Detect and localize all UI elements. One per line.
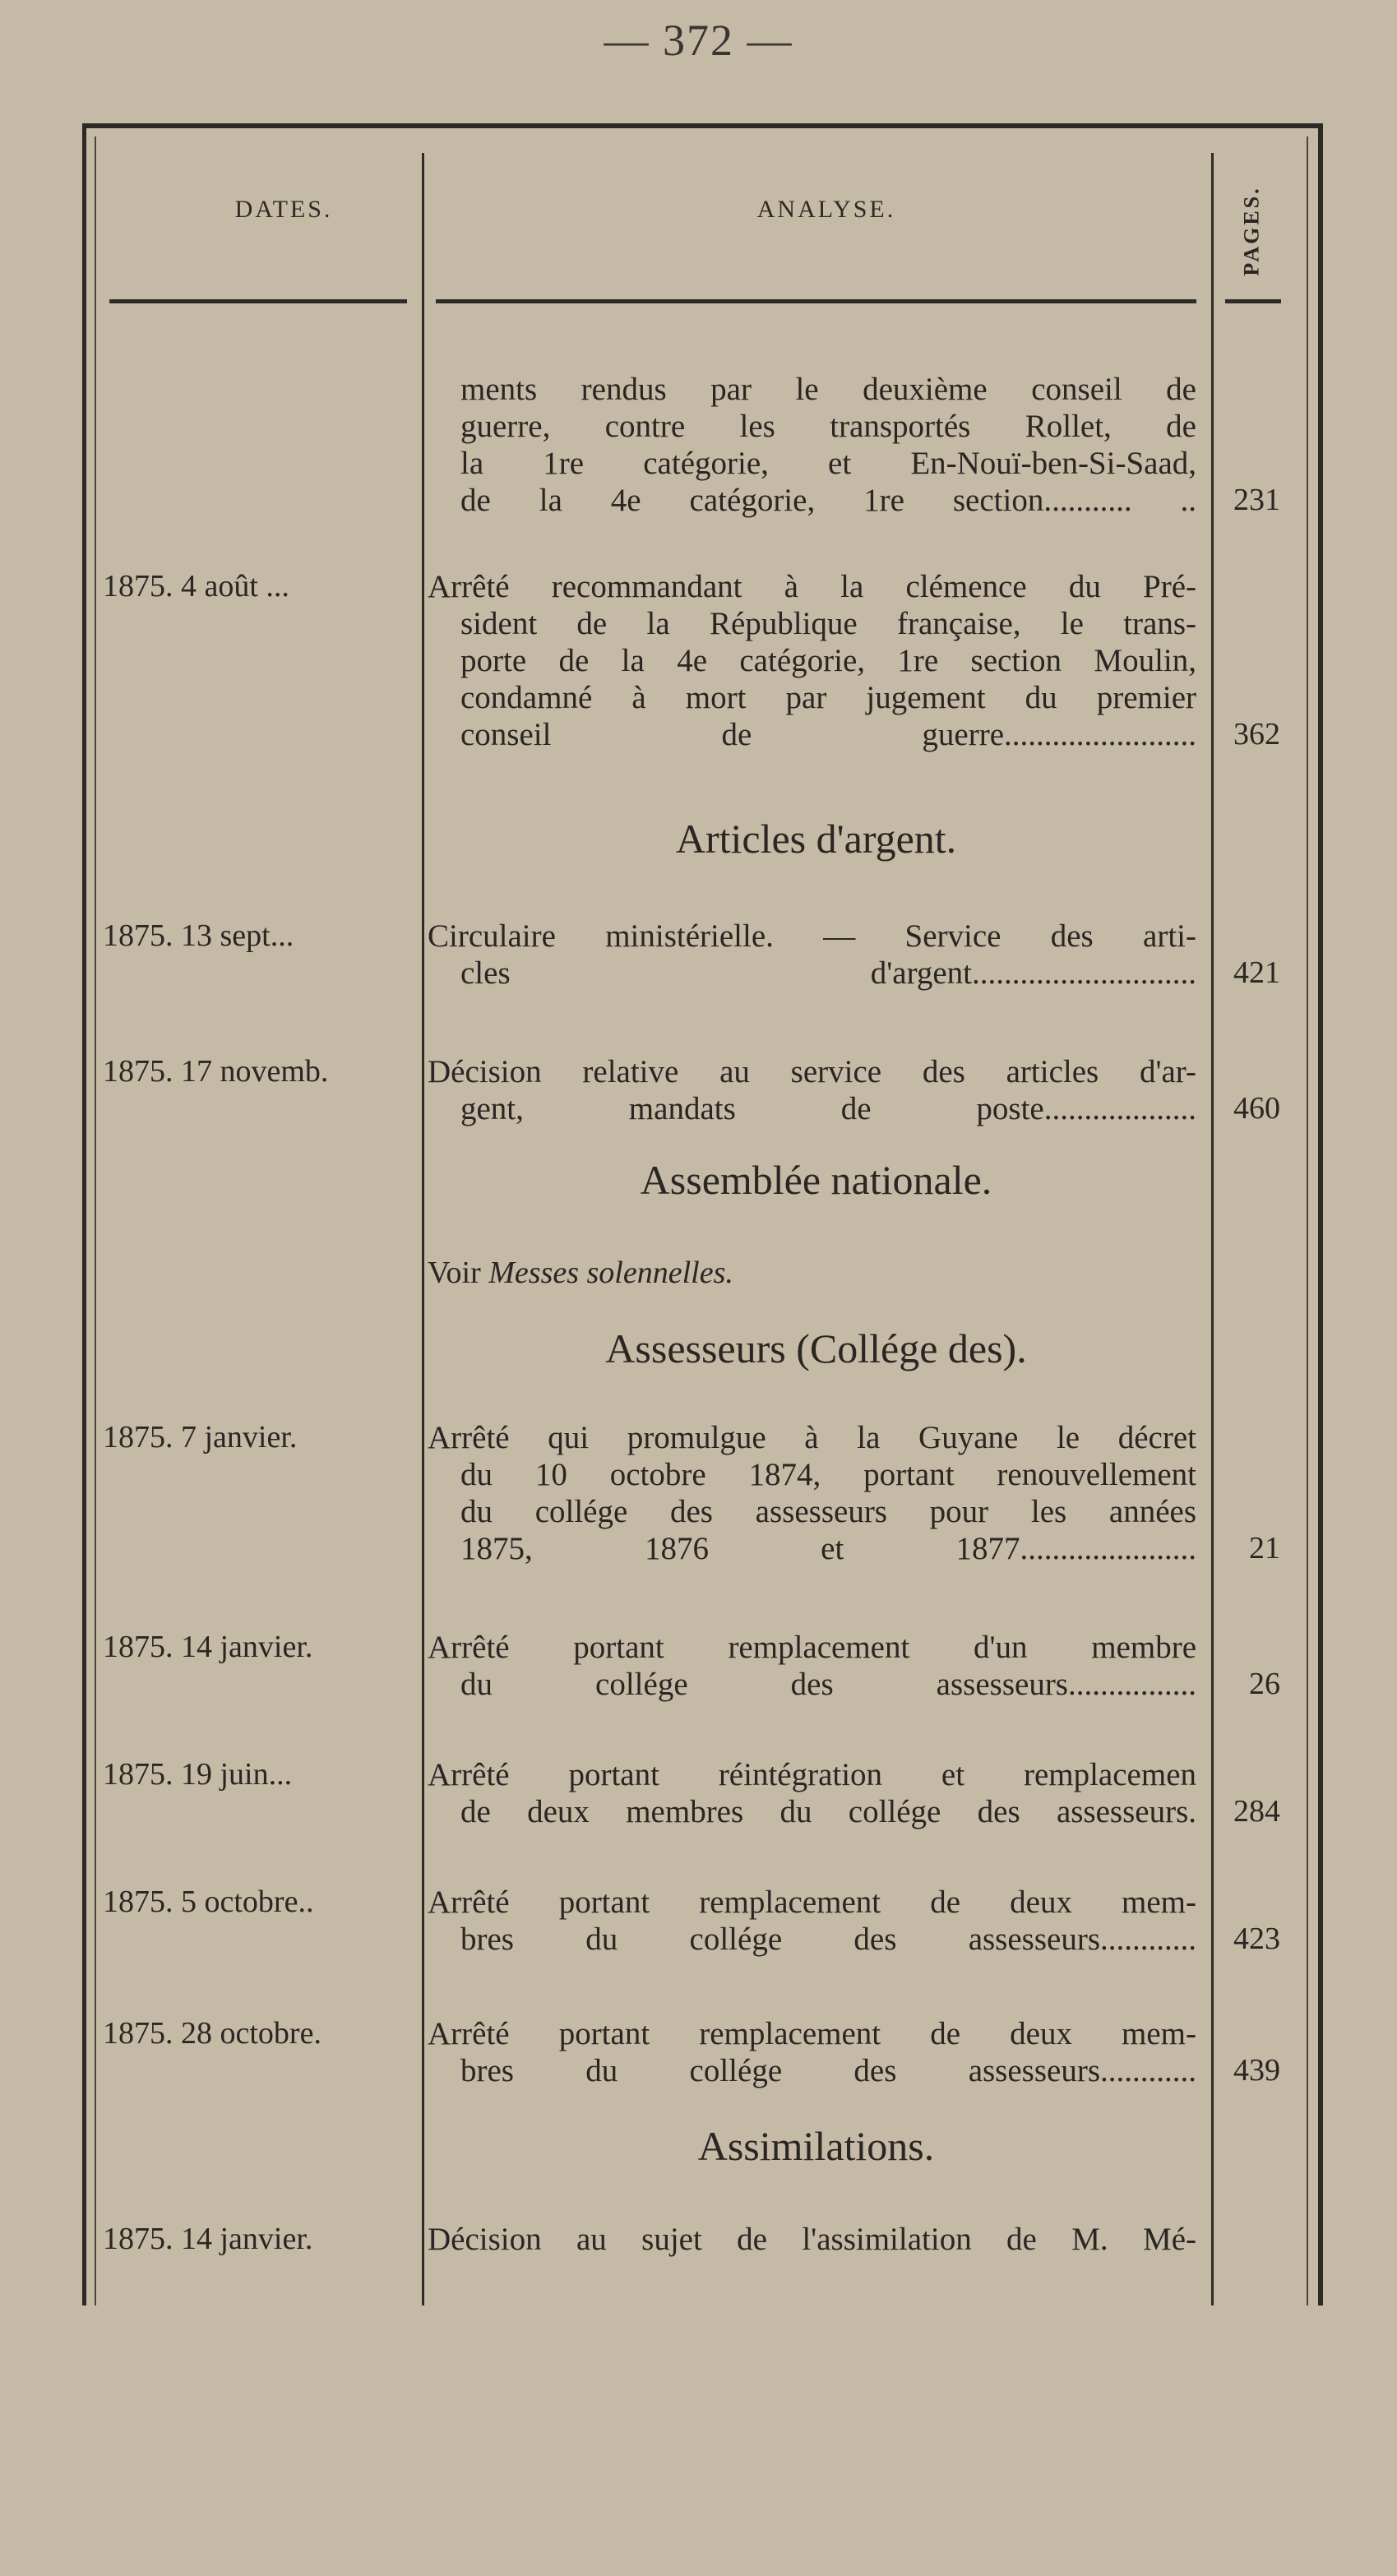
analysis-line: du 10 octobre 1874, portant renouvellement: [460, 1457, 1196, 1492]
analysis-line: Arrêté portant remplacement de deux mem-: [428, 1885, 1196, 1920]
analysis-line: guerre, contre les transportés Rollet, de: [460, 409, 1196, 444]
index-table: [82, 123, 1323, 2305]
analysis-line: 1875, 1876 et 1877......................: [460, 1531, 1196, 1566]
analysis-line: gent, mandats de poste...................: [460, 1091, 1196, 1126]
analysis-line: sident de la République française, le trans-: [460, 606, 1196, 641]
analysis-line: la 1re catégorie, et En-Nouï-ben-Si-Saad,: [460, 446, 1196, 481]
entry-date: 1875. 19 juin...: [103, 1757, 293, 1792]
entry-page: 421: [1233, 955, 1280, 990]
column-divider-dates: [422, 153, 424, 2305]
analysis-line: conseil de guerre........................: [460, 717, 1196, 752]
section-heading-assemblee: Assemblée nationale.: [640, 1157, 992, 1203]
entry-analysis: [428, 2015, 1196, 2089]
entry-date: 1875. 7 janvier.: [103, 1420, 298, 1454]
analysis-line: Arrêté qui promulgue à la Guyane le décret: [428, 1420, 1196, 1455]
analysis-line: ments rendus par le deuxième conseil de: [460, 372, 1196, 407]
entry-date: 1875. 17 novemb.: [103, 1054, 329, 1089]
entry-analysis: [428, 371, 1196, 519]
analysis-line: du collége des assesseurs................: [460, 1667, 1196, 1702]
cross-reference: [428, 1255, 733, 1291]
analysis-line: de deux membres du collége des assesseurs.: [460, 1794, 1196, 1829]
section-heading-assimilations: Assimilations.: [697, 2123, 935, 2169]
analysis-line: bres du collége des assesseurs............: [460, 1922, 1196, 1957]
analysis-line: Circulaire ministérielle. — Service des arti-: [428, 918, 1196, 954]
analysis-line: porte de la 4e catégorie, 1re section Moulin,: [460, 643, 1196, 678]
section-heading-assesseurs: Assesseurs (Collége des).: [605, 1325, 1027, 1371]
analysis-line: Arrêté portant remplacement de deux mem-: [428, 2016, 1196, 2051]
page-number: — 372 —: [604, 16, 793, 65]
analysis-line: Décision relative au service des articles d'ar-: [428, 1054, 1196, 1089]
entry-page: 460: [1233, 1091, 1280, 1126]
entry-date: 1875. 5 octobre..: [103, 1885, 314, 1919]
entry-page: 26: [1249, 1667, 1280, 1701]
analysis-line: condamné à mort par jugement du premier: [460, 680, 1196, 715]
entry-page: 362: [1233, 717, 1280, 752]
voir-reference: Messes solennelles.: [488, 1256, 733, 1290]
entry-date: 1875. 13 sept...: [103, 918, 294, 953]
entry-date: 1875. 14 janvier.: [103, 1630, 313, 1664]
header-rule-analyse: [436, 299, 1196, 303]
entry-page: 231: [1233, 483, 1280, 517]
entry-analysis: [428, 1629, 1196, 1703]
analysis-line: cles d'argent............................: [460, 955, 1196, 991]
entry-analysis: [428, 2221, 1196, 2258]
voir-prefix: Voir: [428, 1256, 481, 1290]
entry-analysis: [428, 1756, 1196, 1830]
entry-page: 439: [1233, 2053, 1280, 2088]
analysis-line: bres du collége des assesseurs............: [460, 2053, 1196, 2088]
entry-analysis: [428, 568, 1196, 753]
analysis-line: Arrêté portant réintégration et remplacemen: [428, 1757, 1196, 1792]
header-analyse: ANALYSE.: [756, 196, 896, 223]
entry-date: 1875. 28 octobre.: [103, 2016, 321, 2051]
header-pages: PAGES.: [1240, 186, 1265, 276]
analysis-line: Décision au sujet de l'assimilation de M. Mé-: [428, 2222, 1196, 2257]
entry-page: 284: [1233, 1794, 1280, 1829]
entry-analysis: [428, 918, 1196, 992]
analysis-line: Arrêté portant remplacement d'un membre: [428, 1630, 1196, 1665]
analysis-line: du collége des assesseurs pour les années: [460, 1494, 1196, 1529]
analysis-line: Arrêté recommandant à la clémence du Pré-: [428, 569, 1196, 604]
entry-analysis: [428, 1419, 1196, 1567]
header-rule-dates: [109, 299, 407, 303]
section-heading-articles: Articles d'argent.: [675, 816, 957, 862]
header-dates: DATES.: [234, 196, 333, 223]
entry-analysis: [428, 1884, 1196, 1958]
entry-page: 21: [1249, 1531, 1280, 1565]
entry-page: 423: [1233, 1922, 1280, 1956]
entry-date: 1875. 14 janvier.: [103, 2222, 313, 2256]
entry-analysis: [428, 1053, 1196, 1127]
analysis-line: de la 4e catégorie, 1re section........... ..: [460, 483, 1196, 518]
column-divider-pages: [1211, 153, 1214, 2305]
entry-date: 1875. 4 août ...: [103, 569, 289, 604]
header-rule-pages: [1225, 299, 1281, 303]
